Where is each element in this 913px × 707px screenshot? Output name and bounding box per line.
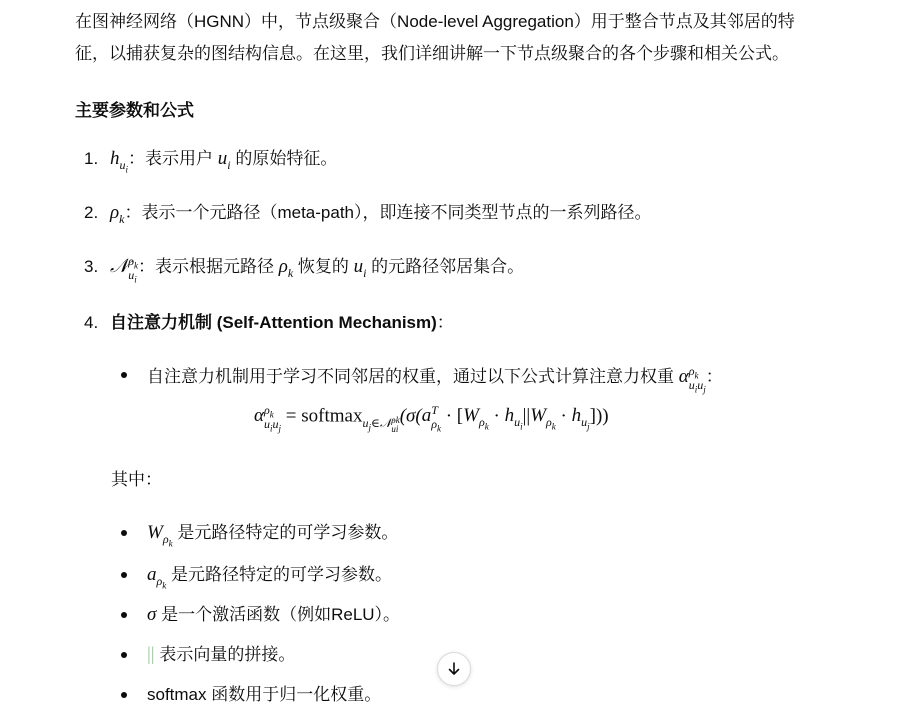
list-item-4: 4. 自注意力机制 (Self-Attention Mechanism)： (84, 313, 454, 332)
item-4-label: 自注意力机制 (Self-Attention Mechanism) (110, 313, 437, 332)
attention-formula: α $\rho_k$ $u_iu_j$ = softmax$_{u_j\in 𝒩 \rho k ui}$ (σ(a T $\rho_k$ · $[W_{\rho_k} \cdot h_{u_i}||W_{\rho_k} \cdot h_{u_j}]$)) (254, 403, 609, 434)
math-a-rho-k: $a_{\rho_k}$ (147, 564, 167, 591)
where-item-sigma: σ 是一个激活函数（例如ReLU）。 (147, 604, 401, 625)
where-item-a: $a_{\rho_k}$ 是元路径特定的可学习参数。 (147, 564, 392, 591)
intro-paragraph (75, 6, 875, 70)
list-item-3: 3. 𝒩 $\rho_k$ $u_i$ ：表示根据元路径 $\rho_k$ 恢复的 $u_i$ 的元路径邻居集合。 (84, 253, 525, 285)
bullet-dot (121, 692, 127, 698)
math-alpha: α $\rho_k$ $u_iu_j$ (678, 363, 706, 395)
attention-bullet: 自注意力机制用于学习不同邻居的权重，通过以下公式计算注意力权重 α $\rho_k$ $u_iu_j$ ： (147, 363, 723, 395)
math-concat: || (147, 644, 155, 665)
softmax-subscript: uj∈𝒩 ρk ui (362, 414, 400, 434)
formula-W: $W_{\rho_k}$ (530, 405, 556, 432)
where-item-concat: || 表示向量的拼接。 (147, 644, 296, 665)
formula-h-ui: $h_{u_i}$ (504, 405, 523, 432)
bullet-dot (121, 530, 127, 536)
arrow-down-icon (446, 661, 462, 677)
bullet-dot (121, 612, 127, 618)
math-W-rho-k: $W_{\rho_k}$ (147, 522, 173, 549)
formula-a: a T $\rho_k$ (421, 403, 441, 434)
where-item-W: $W_{\rho_k}$ 是元路径特定的可学习参数。 (147, 522, 399, 549)
formula-W: $W_{\rho_k}$ (463, 405, 489, 432)
formula-h-uj: $h_{u_j}$ (571, 405, 590, 432)
softmax-word: softmax (147, 685, 207, 704)
math-rho-k: $\rho_k$ (110, 202, 125, 226)
intro-line-2: 征，以捕获复杂的图结构信息。在这里，我们详细讲解一下节点级聚合的各个步骤和相关公式。 (75, 44, 789, 63)
formula-softmax: softmax (301, 405, 363, 427)
math-h-ui: $h_{u_i}$ (110, 148, 129, 175)
list-number: 3. (84, 257, 99, 276)
list-number: 1. (84, 149, 99, 168)
scroll-down-button[interactable] (437, 652, 471, 686)
intro-line-1: 在图神经网络（HGNN）中，节点级聚合（Node-level Aggregation）用于整合节点及其邻居的特 (75, 12, 795, 31)
list-item-1: 1. $h_{u_i}$：表示用户 $u_i$ 的原始特征。 (84, 148, 338, 175)
list-item-2: 2. $\rho_k$：表示一个元路径（meta-path），即连接不同类型节点的一系列路径。 (84, 202, 652, 226)
list-number: 2. (84, 203, 99, 222)
math-neighbor-set: 𝒩 $\rho_k$ $u_i$ (110, 253, 138, 285)
math-sigma: σ (147, 604, 157, 625)
formula-alpha: α $\rho_k$ $u_iu_j$ (254, 403, 282, 434)
list-number: 4. (84, 313, 99, 332)
bullet-dot (121, 372, 127, 378)
where-item-softmax: softmax 函数用于归一化权重。 (147, 685, 382, 704)
bullet-dot (121, 572, 127, 578)
section-heading: 主要参数和公式 (75, 101, 194, 120)
where-label: 其中： (111, 470, 162, 489)
math-rho-k: $\rho_k$ (278, 256, 294, 280)
math-ui: $u_i$ (353, 256, 367, 280)
bullet-dot (121, 652, 127, 658)
math-ui: $u_i$ (217, 148, 231, 172)
